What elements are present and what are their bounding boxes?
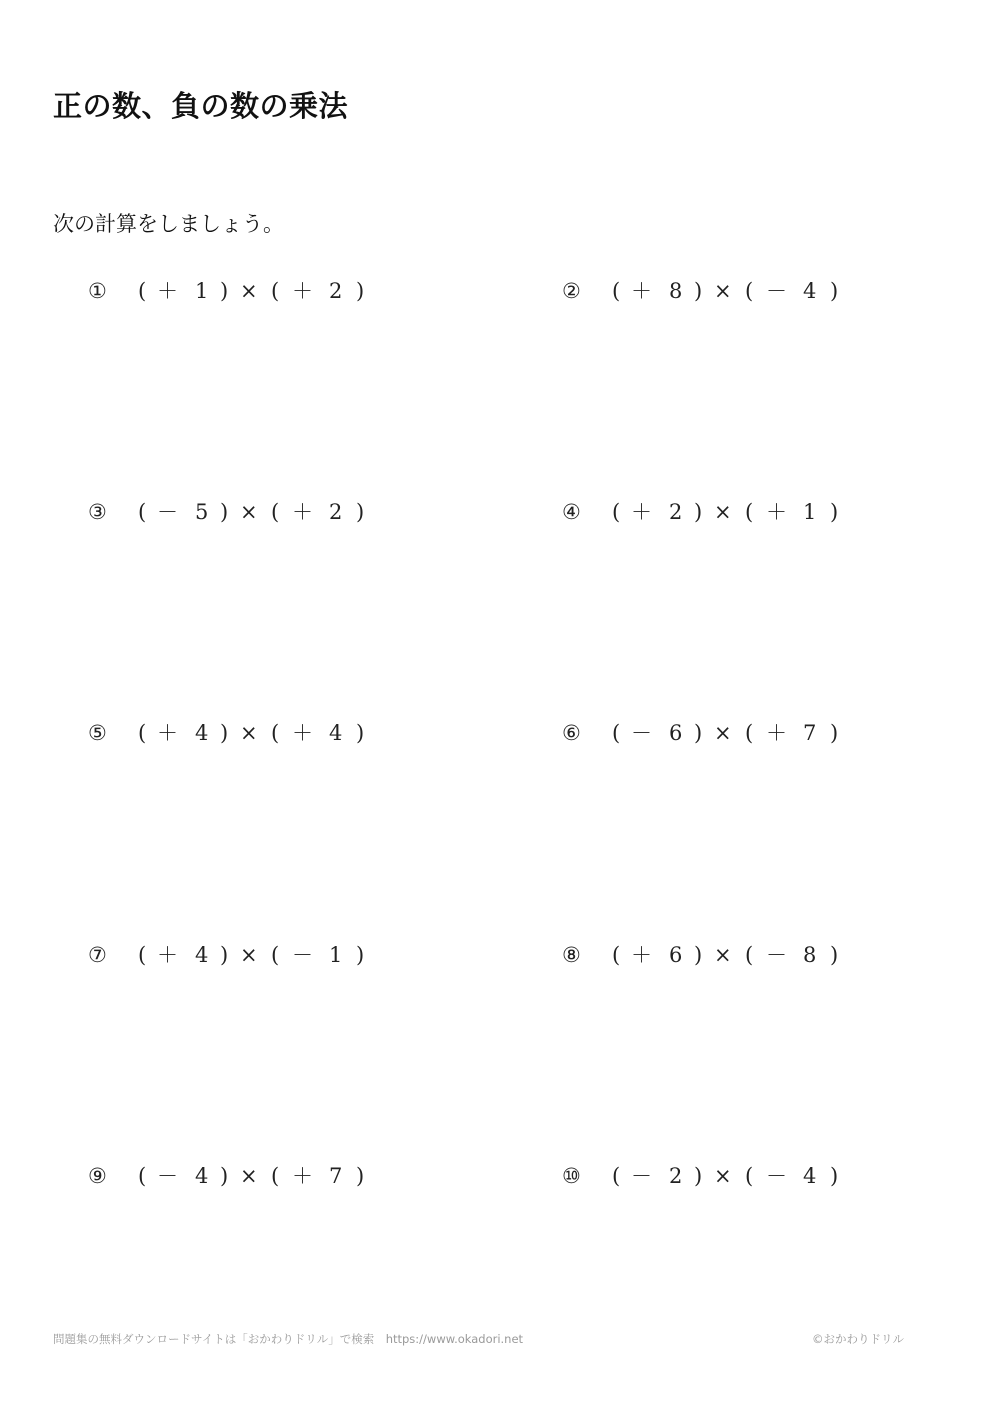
close-paren: ) [830,943,839,967]
first-sign: ＋ [157,279,178,303]
second-value: 8 [803,943,817,967]
first-value: 6 [669,721,683,745]
first-value: 2 [669,500,683,524]
problem-number: ④ [562,500,581,524]
open-paren: ( [138,500,147,524]
footer-copyright: ©おかわりドリル [812,1332,904,1346]
open-paren: ( [271,500,280,524]
open-paren: ( [271,1164,280,1188]
second-sign: ＋ [766,721,787,745]
open-paren: ( [138,943,147,967]
first-value: 4 [195,943,209,967]
problem-number: ⑧ [562,943,581,967]
instruction-text: 次の計算をしましょう。 [53,212,284,236]
close-paren: ) [830,1164,839,1188]
first-value: 2 [669,1164,683,1188]
first-value: 8 [669,279,683,303]
first-sign: － [631,1164,652,1188]
close-paren: ) [356,943,365,967]
close-paren: ) [694,279,703,303]
open-paren: ( [271,943,280,967]
open-paren: ( [745,279,754,303]
close-paren: ) [356,500,365,524]
second-sign: ＋ [292,500,313,524]
close-paren: ) [220,943,229,967]
first-value: 5 [195,500,209,524]
first-sign: ＋ [157,721,178,745]
second-sign: － [292,943,313,967]
multiply-sign: × [240,1164,258,1188]
second-sign: ＋ [292,1164,313,1188]
multiply-sign: × [240,500,258,524]
multiply-sign: × [714,500,732,524]
close-paren: ) [830,500,839,524]
multiply-sign: × [714,279,732,303]
problem-number: ⑨ [88,1164,107,1188]
open-paren: ( [612,279,621,303]
second-sign: ＋ [292,721,313,745]
close-paren: ) [220,721,229,745]
second-sign: ＋ [766,500,787,524]
footer-site-text: 問題集の無料ダウンロードサイトは「おかわりドリル」で検索 https://www.okadori.net [53,1332,524,1346]
first-value: 4 [195,1164,209,1188]
open-paren: ( [745,500,754,524]
problem-number: ⑦ [88,943,107,967]
open-paren: ( [138,1164,147,1188]
multiply-sign: × [240,721,258,745]
multiply-sign: × [714,721,732,745]
open-paren: ( [745,1164,754,1188]
close-paren: ) [356,1164,365,1188]
second-value: 2 [329,279,343,303]
close-paren: ) [830,721,839,745]
second-value: 4 [803,279,817,303]
first-sign: ＋ [631,279,652,303]
second-value: 1 [329,943,343,967]
open-paren: ( [612,721,621,745]
close-paren: ) [694,1164,703,1188]
multiply-sign: × [240,943,258,967]
multiply-sign: × [240,279,258,303]
first-sign: － [157,500,178,524]
open-paren: ( [612,943,621,967]
multiply-sign: × [714,1164,732,1188]
open-paren: ( [745,943,754,967]
close-paren: ) [220,500,229,524]
close-paren: ) [694,721,703,745]
second-sign: ＋ [292,279,313,303]
close-paren: ) [694,943,703,967]
open-paren: ( [271,279,280,303]
second-value: 2 [329,500,343,524]
close-paren: ) [220,279,229,303]
second-value: 4 [329,721,343,745]
problem-number: ⑩ [562,1164,581,1188]
first-value: 6 [669,943,683,967]
second-sign: － [766,279,787,303]
open-paren: ( [612,500,621,524]
first-value: 4 [195,721,209,745]
open-paren: ( [138,279,147,303]
first-sign: － [631,721,652,745]
second-sign: － [766,1164,787,1188]
second-value: 7 [803,721,817,745]
open-paren: ( [745,721,754,745]
problem-number: ① [88,279,107,303]
second-value: 7 [329,1164,343,1188]
close-paren: ) [830,279,839,303]
problem-number: ② [562,279,581,303]
first-sign: － [157,1164,178,1188]
open-paren: ( [271,721,280,745]
first-sign: ＋ [631,943,652,967]
first-sign: ＋ [631,500,652,524]
open-paren: ( [612,1164,621,1188]
close-paren: ) [356,721,365,745]
second-sign: － [766,943,787,967]
problem-number: ③ [88,500,107,524]
close-paren: ) [356,279,365,303]
second-value: 1 [803,500,817,524]
close-paren: ) [694,500,703,524]
multiply-sign: × [714,943,732,967]
second-value: 4 [803,1164,817,1188]
problem-number: ⑥ [562,721,581,745]
first-sign: ＋ [157,943,178,967]
close-paren: ) [220,1164,229,1188]
page-title: 正の数、負の数の乗法 [53,89,349,123]
problem-number: ⑤ [88,721,107,745]
open-paren: ( [138,721,147,745]
first-value: 1 [195,279,209,303]
